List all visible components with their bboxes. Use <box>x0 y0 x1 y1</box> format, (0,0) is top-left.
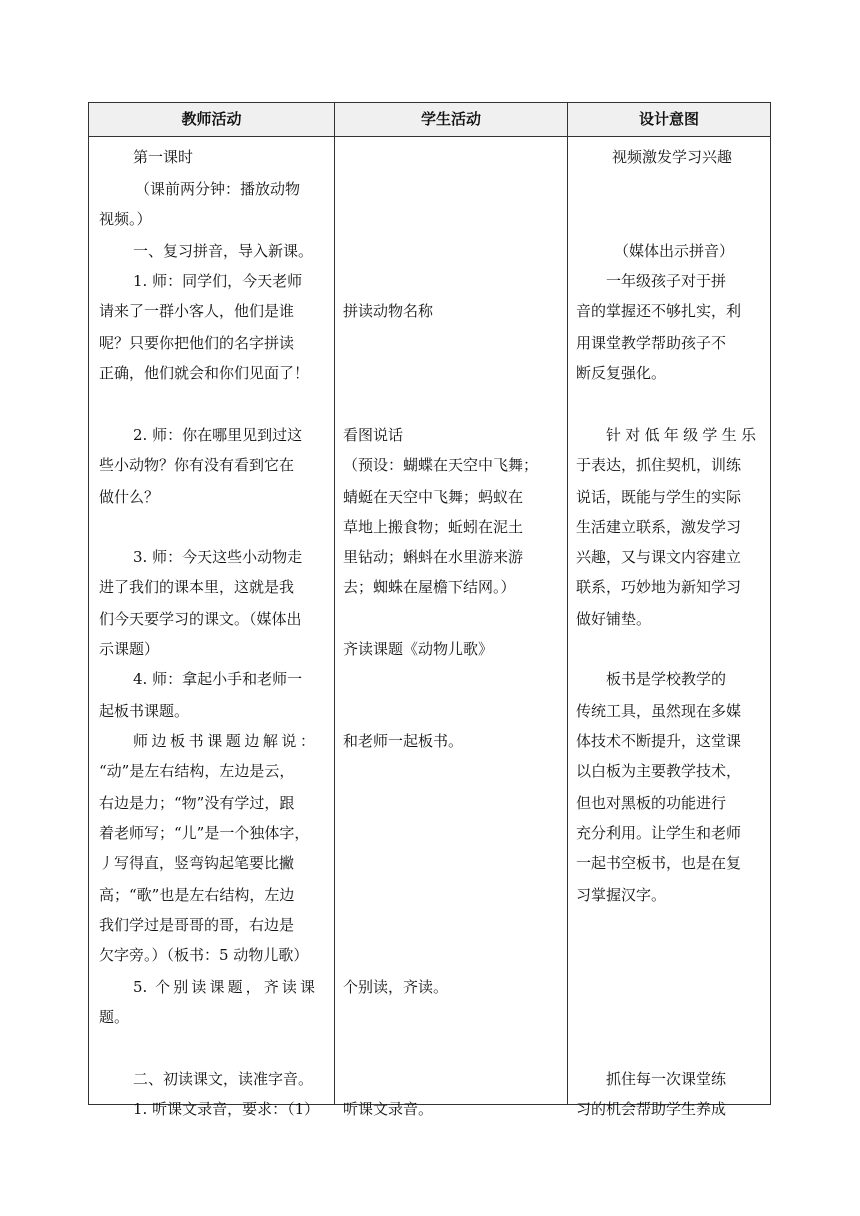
header-teacher-activity: 教师活动 <box>181 110 242 128</box>
text-line: 第一课时 <box>133 148 194 166</box>
text-line: 拼读动物名称 <box>343 302 434 320</box>
text-line: 于表达，抓住契机，训练 <box>576 456 742 474</box>
text-line: 抓住每一次课堂练 <box>606 1070 727 1088</box>
text-line: 进了我们的课本里，这就是我 <box>99 578 295 596</box>
text-line: 看图说话 <box>343 426 404 444</box>
text-line: 示课题） <box>99 640 160 658</box>
text-line: 兴趣，又与课文内容建立 <box>576 548 742 566</box>
text-line: 里钻动；蝌蚪在水里游来游 <box>343 548 524 566</box>
text-line: 1. 听课文录音，要求：（1） <box>133 1100 320 1118</box>
text-line: 针对低年级学生乐 <box>606 426 756 444</box>
text-line: 些小动物？你有没有看到它在 <box>99 456 295 474</box>
lesson-plan-table <box>88 102 771 1118</box>
text-line: 请来了一群小客人，他们是谁 <box>99 302 295 320</box>
text-line: 说话，既能与学生的实际 <box>576 488 742 506</box>
text-line: 联系，巧妙地为新知学习 <box>576 578 742 596</box>
text-line: 右边是力；“物”没有学过，跟 <box>99 794 295 812</box>
table-header-row <box>89 103 770 137</box>
text-line: 欠字旁。）（板书：5 动物儿歌） <box>99 946 309 964</box>
text-line: 正确，他们就会和你们见面了！ <box>99 364 310 382</box>
column-divider <box>567 103 568 1104</box>
text-line: 高；“歌”也是左右结构，左边 <box>99 886 295 904</box>
text-line: 视频。） <box>99 210 152 228</box>
header-student-activity: 学生活动 <box>420 110 481 128</box>
text-line: 题。 <box>99 1008 130 1026</box>
text-line: 做什么？ <box>99 488 160 506</box>
text-line: 们今天要学习的课文。（媒体出 <box>99 610 302 628</box>
text-line: 我们学过是哥哥的哥，右边是 <box>99 916 295 934</box>
text-line: 视频激发学习兴趣 <box>612 148 733 166</box>
text-line: 二、初读课文，读准字音。 <box>133 1070 314 1088</box>
text-line: 用课堂教学帮助孩子不 <box>576 334 727 352</box>
text-line: （课前两分钟：播放动物 <box>135 180 301 198</box>
text-line: （预设：蝴蝶在天空中飞舞； <box>343 456 539 474</box>
text-line: 听课文录音。 <box>343 1100 434 1118</box>
text-line: 一起书空板书，也是在复 <box>576 854 742 872</box>
text-line: 师边板书课题边解说： <box>133 732 315 750</box>
text-line: 板书是学校教学的 <box>606 670 727 688</box>
text-line: 一年级孩子对于拼 <box>606 272 727 290</box>
text-line: 草地上搬食物；蚯蚓在泥土 <box>343 518 524 536</box>
header-design-intent: 设计意图 <box>638 110 699 128</box>
text-line: 体技术不断提升，这堂课 <box>576 732 742 750</box>
text-line: 1. 师：同学们，今天老师 <box>133 272 303 290</box>
text-line: 音的掌握还不够扎实，利 <box>576 302 742 320</box>
text-line: “动”是左右结构，左边是云， <box>99 762 295 780</box>
text-line: 呢？只要你把他们的名字拼读 <box>99 334 295 352</box>
column-divider <box>334 103 335 1104</box>
text-line: 起板书课题。 <box>99 702 190 720</box>
text-line: 2. 师：你在哪里见到过这 <box>133 426 303 444</box>
text-line: 5. 个别读课题，齐读课 <box>133 978 315 996</box>
text-line: 齐读课题《动物儿歌》 <box>343 640 494 658</box>
text-line: 习掌握汉字。 <box>576 886 667 904</box>
text-line: 但也对黑板的功能进行 <box>576 794 727 812</box>
text-line: 传统工具，虽然现在多媒 <box>576 702 742 720</box>
text-line: 一、复习拼音，导入新课。 <box>133 242 314 260</box>
text-line: 充分利用。让学生和老师 <box>576 824 742 842</box>
text-line: 个别读，齐读。 <box>343 978 449 996</box>
text-line: 蜻蜓在天空中飞舞；蚂蚁在 <box>343 488 524 506</box>
text-line: （媒体出示拼音） <box>614 242 735 260</box>
text-line: 4. 师：拿起小手和老师一 <box>133 670 303 688</box>
text-line: 丿写得直，竖弯钩起笔要比撇 <box>99 854 295 872</box>
text-line: 3. 师：今天这些小动物走 <box>133 548 303 566</box>
text-line: 做好铺垫。 <box>576 610 652 628</box>
text-line: 生活建立联系，激发学习 <box>576 518 742 536</box>
text-line: 习的机会帮助学生养成 <box>576 1100 727 1118</box>
text-line: 去；蜘蛛在屋檐下结网。） <box>343 578 516 596</box>
text-line: 断反复强化。 <box>576 364 667 382</box>
text-line: 以白板为主要教学技术， <box>576 762 742 780</box>
text-line: 和老师一起板书。 <box>343 732 464 750</box>
text-line: 着老师写；“儿”是一个独体字， <box>99 824 310 842</box>
